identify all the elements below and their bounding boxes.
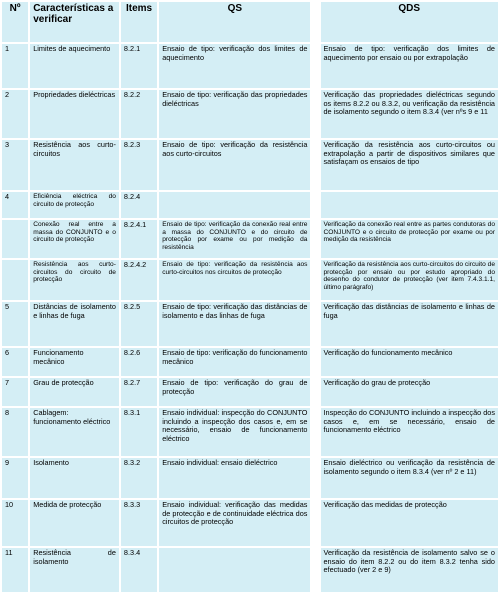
row-number: 10 xyxy=(2,500,28,546)
row-characteristic: Resistência aos curto-circuitos xyxy=(30,140,119,190)
row-qs: Ensaio de tipo: verificação da resistência aos curto-circuitos nos circuitos de protecção xyxy=(159,260,310,300)
row-number: 5 xyxy=(2,302,28,346)
row-number: 3 xyxy=(2,140,28,190)
row-qs: Ensaio de tipo: verificação do grau de protecção xyxy=(159,378,310,406)
row-number: 9 xyxy=(2,458,28,498)
table-row xyxy=(2,458,498,498)
row-number xyxy=(2,220,28,258)
row-qs: Ensaio de tipo: verificação das propriedades dieléctricas xyxy=(159,90,310,138)
header-qs: QS xyxy=(159,2,310,42)
column-gap xyxy=(312,500,318,546)
row-qds: Ensaio dieléctrico ou verificação da resistência de isolamento segundo o item 8.3.4 (ver nº 2 e 11) xyxy=(321,458,499,498)
table-row xyxy=(2,378,498,406)
row-qds: Verificação das medidas de protecção xyxy=(321,500,499,546)
table-row xyxy=(2,192,498,218)
row-characteristic: Limites de aquecimento xyxy=(30,44,119,88)
table-row xyxy=(2,260,498,300)
column-gap xyxy=(312,44,318,88)
row-characteristic: Propriedades dieléctricas xyxy=(30,90,119,138)
row-item: 8.3.2 xyxy=(121,458,157,498)
column-gap xyxy=(312,378,318,406)
table-row xyxy=(2,220,498,258)
row-item: 8.2.4.2 xyxy=(121,260,157,300)
row-item: 8.3.4 xyxy=(121,548,157,592)
row-characteristic: Isolamento xyxy=(30,458,119,498)
column-gap xyxy=(312,458,318,498)
column-gap xyxy=(312,548,318,592)
row-characteristic: Distâncias de isolamento e linhas de fuga xyxy=(30,302,119,346)
row-characteristic: Medida de protecção xyxy=(30,500,119,546)
row-characteristic: Resistência de isolamento xyxy=(30,548,119,592)
row-qs: Ensaio de tipo: verificação da conexão real entre a massa do CONJUNTO e do circuito de protecção por exame ou por medição da resistência xyxy=(159,220,310,258)
column-gap xyxy=(312,140,318,190)
row-qds: Ensaio de tipo: verificação dos limites de aquecimento por ensaio ou por extrapolação xyxy=(321,44,499,88)
row-qs: Ensaio individual: inspecção do CONJUNTO incluindo a inspecção dos casos e, em se necessário, ensaio de funcionamento eléctrico xyxy=(159,408,310,456)
row-characteristic: Eficiência eléctrica do circuito de protecção xyxy=(30,192,119,218)
row-item: 8.2.2 xyxy=(121,90,157,138)
row-number: 2 xyxy=(2,90,28,138)
row-qds: Verificação do grau de protecção xyxy=(321,378,499,406)
row-number: 7 xyxy=(2,378,28,406)
row-characteristic: Conexão real entre a massa do CONJUNTO e o circuito de protecção xyxy=(30,220,119,258)
column-gap xyxy=(312,192,318,218)
column-gap xyxy=(312,220,318,258)
row-qds: Inspecção do CONJUNTO incluindo a inspecção dos casos e, em se necessário, ensaio de funcionamento eléctrico xyxy=(321,408,499,456)
row-item: 8.2.4.1 xyxy=(121,220,157,258)
row-item: 8.2.3 xyxy=(121,140,157,190)
table-row xyxy=(2,140,498,190)
row-characteristic: Resistência aos curto-circuitos do circuito de protecção xyxy=(30,260,119,300)
row-qds: Verificação da resistência aos curto-circuitos do circuito de protecção por ensaio ou por estudo apropriado do desenho do condutor de protecção (ver item 7.4.3.1.1, último parágrafo) xyxy=(321,260,499,300)
column-gap xyxy=(312,302,318,346)
row-qds: Verificação das distâncias de isolamento e linhas de fuga xyxy=(321,302,499,346)
row-item: 8.2.7 xyxy=(121,378,157,406)
row-characteristic: Cablagem: funcionamento eléctrico xyxy=(30,408,119,456)
table-row xyxy=(2,44,498,88)
row-qds: Verificação do funcionamento mecânico xyxy=(321,348,499,376)
row-characteristic: Funcionamento mecânico xyxy=(30,348,119,376)
row-qs xyxy=(159,548,310,592)
row-item: 8.3.1 xyxy=(121,408,157,456)
row-item: 8.2.5 xyxy=(121,302,157,346)
row-number: 11 xyxy=(2,548,28,592)
row-qs: Ensaio de tipo: verificação do funcionamento mecânico xyxy=(159,348,310,376)
row-qds: Verificação da resistência aos curto-circuitos ou extrapolação a partir de dispositivos similares que satisfaçam os ensaios de tipo xyxy=(321,140,499,190)
row-number: 1 xyxy=(2,44,28,88)
row-number: 6 xyxy=(2,348,28,376)
column-gap xyxy=(312,348,318,376)
header-qds: QDS xyxy=(321,2,499,42)
row-qs: Ensaio de tipo: verificação dos limites de aquecimento xyxy=(159,44,310,88)
column-gap xyxy=(312,90,318,138)
header-characteristics: Características a verificar xyxy=(30,2,119,42)
row-item: 8.2.6 xyxy=(121,348,157,376)
row-qs: Ensaio de tipo: verificação das distâncias de isolamento e das linhas de fuga xyxy=(159,302,310,346)
row-characteristic: Grau de protecção xyxy=(30,378,119,406)
row-qs xyxy=(159,192,310,218)
table-row xyxy=(2,302,498,346)
header-row xyxy=(2,2,498,42)
column-gap xyxy=(312,2,318,42)
row-item: 8.3.3 xyxy=(121,500,157,546)
table-row xyxy=(2,408,498,456)
table-row xyxy=(2,90,498,138)
row-qds xyxy=(321,192,499,218)
row-item: 8.2.4 xyxy=(121,192,157,218)
row-qs: Ensaio de tipo: verificação da resistência aos curto-circuitos xyxy=(159,140,310,190)
row-qs: Ensaio individual: verificação das medidas de protecção e de continuidade eléctrica dos circuitos de protecção xyxy=(159,500,310,546)
row-number xyxy=(2,260,28,300)
column-gap xyxy=(312,260,318,300)
table-row xyxy=(2,348,498,376)
column-gap xyxy=(312,408,318,456)
row-item: 8.2.1 xyxy=(121,44,157,88)
row-qds: Verificação da resistência de isolamento salvo se o ensaio do item 8.2.2 ou do item 8.3.2 tenha sido efectuado (ver 2 e 9) xyxy=(321,548,499,592)
row-number: 4 xyxy=(2,192,28,218)
row-qds: Verificação das propriedades dieléctricas segundo os items 8.2.2 ou 8.3.2, ou verificação da resistência de isolamento segundo o item 8.3.4 (ver nºs 9 e 11 xyxy=(321,90,499,138)
row-number: 8 xyxy=(2,408,28,456)
table-row xyxy=(2,500,498,546)
header-num: Nº xyxy=(2,2,28,42)
row-qds: Verificação da conexão real entre as partes condutoras do CONJUNTO e o circuito de protecção por exame ou por medição da resistência xyxy=(321,220,499,258)
row-qs: Ensaio individual: ensaio dieléctrico xyxy=(159,458,310,498)
table-row xyxy=(2,548,498,592)
header-items: Items xyxy=(121,2,157,42)
